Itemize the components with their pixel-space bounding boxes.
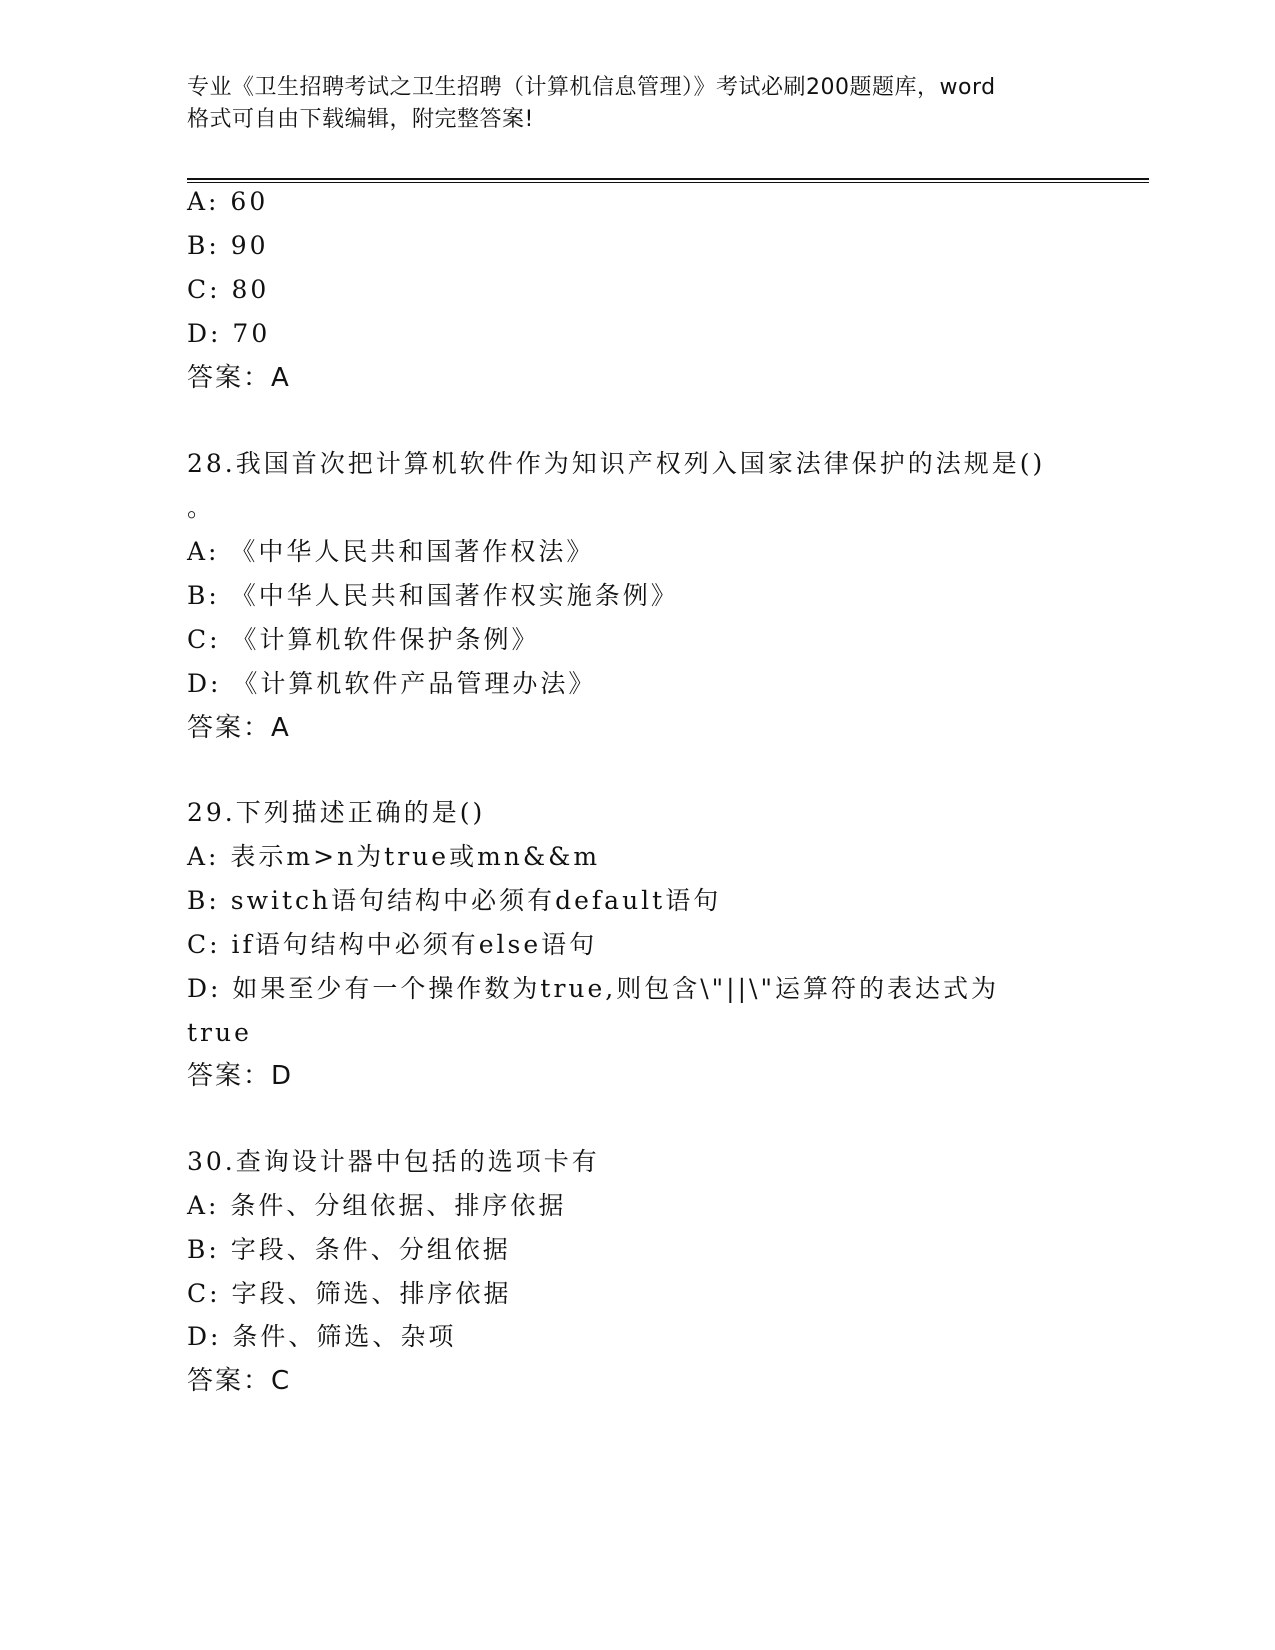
q30-option-c: C: 字段、筛选、排序依据 — [187, 1279, 512, 1308]
q29-option-d: D: 如果至少有一个操作数为true,则包含\"||\"运算符的表达式为 — [187, 974, 999, 1003]
q29-question: 29.下列描述正确的是() — [187, 798, 486, 827]
q29-option-c: C: if语句结构中必须有else语句 — [187, 930, 598, 959]
header-divider-thin — [187, 182, 1149, 183]
q29-answer: 答案：D — [187, 1061, 294, 1091]
q27-option-d: D: 70 — [187, 319, 271, 348]
document-header — [187, 72, 1087, 136]
q27-answer: 答案：A — [187, 363, 291, 393]
q30-option-b: B: 字段、条件、分组依据 — [187, 1235, 511, 1264]
q29-option-a: A: 表示m>n为true或mn&&m — [187, 842, 601, 871]
q29-option-d-continuation: true — [187, 1018, 252, 1047]
q28-answer: 答案：A — [187, 713, 291, 743]
q28-option-b: B: 《中华人民共和国著作权实施条例》 — [187, 581, 679, 610]
header-divider-thick — [187, 178, 1149, 180]
q27-option-a: A: 60 — [187, 187, 269, 216]
q27-option-b: B: 90 — [187, 231, 269, 260]
q30-option-d: D: 条件、筛选、杂项 — [187, 1322, 457, 1351]
header-title-line-2: 格式可自由下载编辑，附完整答案! — [187, 107, 534, 132]
q30-question: 30.查询设计器中包括的选项卡有 — [187, 1147, 600, 1176]
q28-option-d: D: 《计算机软件产品管理办法》 — [187, 669, 597, 698]
q27-option-c: C: 80 — [187, 275, 270, 304]
q29-option-b: B: switch语句结构中必须有default语句 — [187, 886, 722, 915]
header-title-line-1: 专业《卫生招聘考试之卫生招聘（计算机信息管理）》考试必刷200题题库，word — [187, 75, 996, 100]
q28-question-line-1: 28.我国首次把计算机软件作为知识产权列入国家法律保护的法规是() — [187, 449, 1046, 478]
q28-option-a: A: 《中华人民共和国著作权法》 — [187, 537, 595, 566]
q28-option-c: C: 《计算机软件保护条例》 — [187, 625, 540, 654]
q28-question-line-2: 。 — [187, 493, 216, 522]
q30-answer: 答案：C — [187, 1366, 292, 1396]
q30-option-a: A: 条件、分组依据、排序依据 — [187, 1191, 567, 1220]
